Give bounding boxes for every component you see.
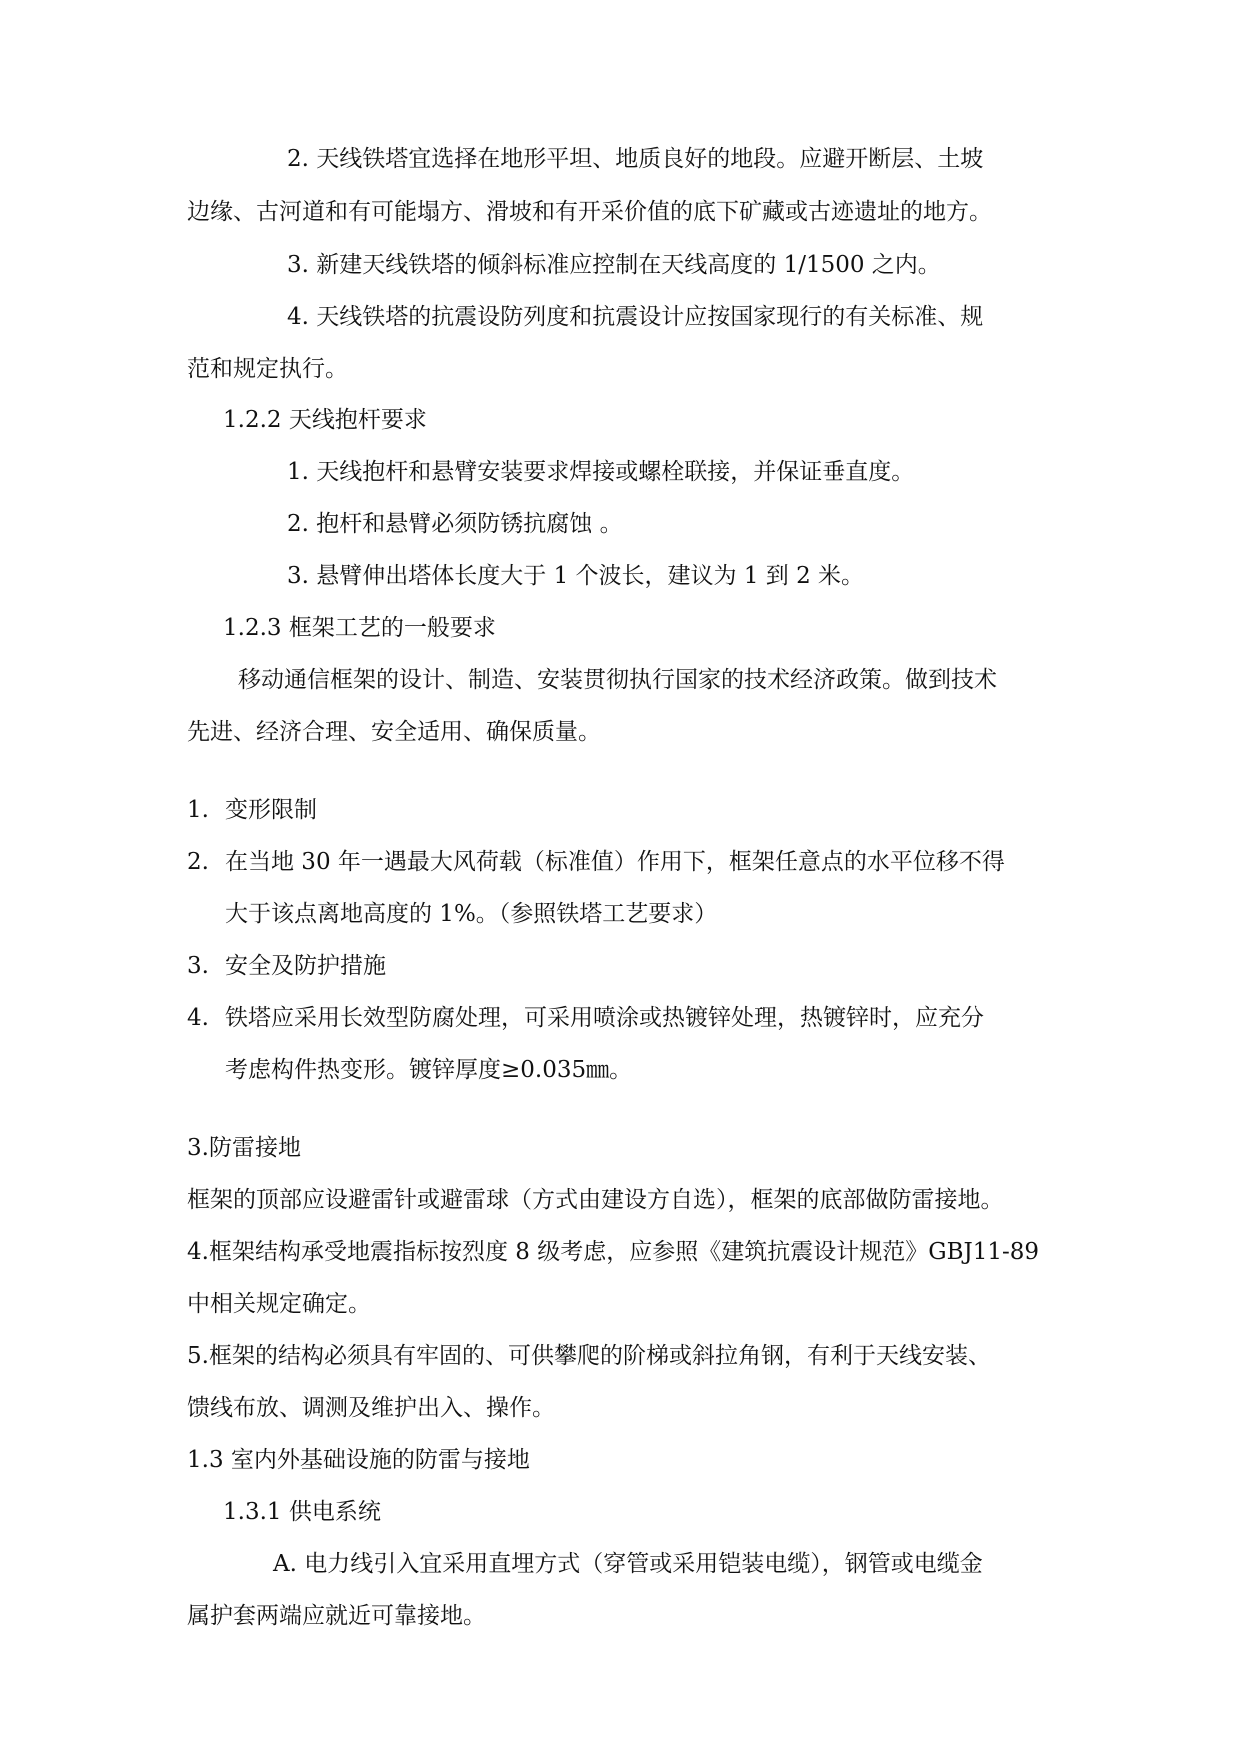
item-a-line-1: A. 电力线引入宜采用直埋方式（穿管或采用铠装电缆），钢管或电缆金 <box>273 1551 983 1577</box>
lightning-body: 框架的顶部应设避雷针或避雷球（方式由建设方自选），框架的底部做防雷接地。 <box>187 1187 1004 1213</box>
pole-item-3: 3. 悬臂伸出塔体长度大于 1 个波长，建议为 1 到 2 米。 <box>287 563 865 589</box>
list-number: 2. <box>187 849 209 875</box>
structure-line-1: 5.框架的结构必须具有牢固的、可供攀爬的阶梯或斜拉角钢，有利于天线安装、 <box>187 1343 991 1369</box>
tower-item-2-line-2: 边缘、古河道和有可能塌方、滑坡和有开采价值的底下矿藏或古迹遗址的地方。 <box>187 199 992 225</box>
pole-item-1: 1. 天线抱杆和悬臂安装要求焊接或螺栓联接，并保证垂直度。 <box>287 459 915 485</box>
list-number: 1. <box>187 797 209 823</box>
structure-line-2: 馈线布放、调测及维护出入、操作。 <box>187 1395 555 1421</box>
frame-list-item-3 <box>187 951 386 981</box>
section-1-3-1-heading: 1.3.1 供电系统 <box>223 1499 381 1525</box>
list-text: 在当地 30 年一遇最大风荷载（标准值）作用下，框架任意点的水平位移不得 <box>225 849 1005 875</box>
section-1-3-heading: 1.3 室内外基础设施的防雷与接地 <box>187 1447 530 1473</box>
list-text: 铁塔应采用长效型防腐处理，可采用喷涂或热镀锌处理，热镀锌时，应充分 <box>225 1005 984 1031</box>
frame-list-item-4 <box>187 1003 984 1033</box>
list-number: 4. <box>187 1005 209 1031</box>
list-text: 变形限制 <box>225 797 317 823</box>
frame-heading: 1.2.3 框架工艺的一般要求 <box>223 615 496 641</box>
list-number: 3. <box>187 953 209 979</box>
frame-intro-line-2: 先进、经济合理、安全适用、确保质量。 <box>187 719 601 745</box>
frame-list-item-4-continuation: 考虑构件热变形。镀锌厚度≥0.035㎜。 <box>225 1057 633 1083</box>
pole-heading: 1.2.2 天线抱杆要求 <box>223 407 427 433</box>
item-a-line-2: 属护套两端应就近可靠接地。 <box>187 1603 486 1629</box>
seismic-line-2: 中相关规定确定。 <box>187 1291 371 1317</box>
tower-item-3: 3. 新建天线铁塔的倾斜标准应控制在天线高度的 1/1500 之内。 <box>287 252 941 278</box>
frame-list-item-1 <box>187 795 317 825</box>
lightning-heading: 3.防雷接地 <box>187 1135 301 1161</box>
frame-intro-line-1: 移动通信框架的设计、制造、安装贯彻执行国家的技术经济政策。做到技术 <box>238 667 997 693</box>
list-text: 安全及防护措施 <box>225 953 386 979</box>
frame-list-item-2-continuation: 大于该点离地高度的 1%。（参照铁塔工艺要求） <box>225 901 718 927</box>
tower-item-4-line-1: 4. 天线铁塔的抗震设防列度和抗震设计应按国家现行的有关标准、规 <box>287 304 984 330</box>
tower-item-2-line-1: 2. 天线铁塔宜选择在地形平坦、地质良好的地段。应避开断层、土坡 <box>287 146 984 172</box>
tower-item-4-line-2: 范和规定执行。 <box>187 356 348 382</box>
seismic-line-1: 4.框架结构承受地震指标按烈度 8 级考虑，应参照《建筑抗震设计规范》GBJ11-89 <box>187 1239 1039 1265</box>
pole-item-2: 2. 抱杆和悬臂必须防锈抗腐蚀 。 <box>287 511 623 537</box>
frame-list-item-2 <box>187 847 1005 877</box>
